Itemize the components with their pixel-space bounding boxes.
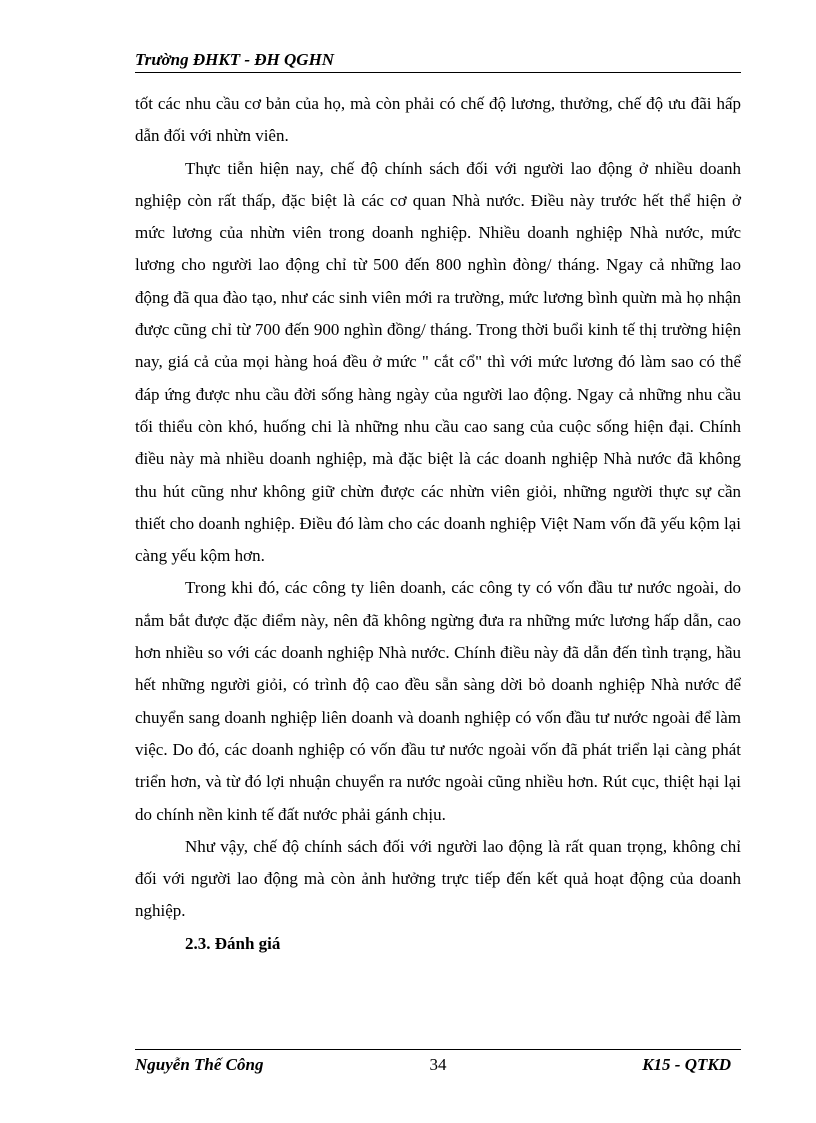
- header-university-name: Trường ĐHKT - ĐH QGHN: [135, 50, 335, 69]
- footer-page-number: 34: [429, 1055, 447, 1074]
- paragraph-joint-ventures: Trong khi đó, các công ty liên doanh, các công ty có vốn đầu tư nước ngoài, do nắm bắt được đặc điểm này, nên đã không ngừng đưa ra những mức lương hấp dẫn, cao hơn nhiều so với các doanh nghiệp Nhà nước. Chính điều này đã dẫn đến tình trạng, hầu hết những người giỏi, có trình độ cao đều sẵn sàng dời bỏ doanh nghiệp Nhà nước để chuyển sang doanh nghiệp liên doanh và doanh nghiệp có vốn đầu tư nước ngoài để làm việc. Do đó, các doanh nghiệp có vốn đầu tư nước ngoài vốn đã phát triển lại càng phát triển hơn, và từ đó lợi nhuận chuyển ra nước ngoài cũng nhiều hơn. Rút cục, thiệt hại lại do chính nền kinh tế đất nước phải gánh chịu.: [135, 578, 741, 824]
- paragraph-continuation: tốt các nhu cầu cơ bản của họ, mà còn phải có chế độ lương, thưởng, chế độ ưu đãi hấp dẫn đối với nhừn viên.: [135, 94, 741, 146]
- page-header: [135, 50, 741, 73]
- document-body: [135, 88, 741, 960]
- paragraph-salary-policy: Thực tiễn hiện nay, chế độ chính sách đối với người lao động ở nhiều doanh nghiệp còn rất thấp, đặc biệt là các cơ quan Nhà nước. Điều này trước hết thể hiện ở mức lương của nhừn viên trong doanh nghiệp. Nhiều doanh nghiệp Nhà nước, mức lương cho người lao động chỉ từ 500 đến 800 nghìn đòng/ tháng. Ngay cả những lao động đã qua đào tạo, như các sinh viên mới ra trường, mức lương bình quừn mà họ nhận được cũng chỉ từ 700 đến 900 nghìn đồng/ tháng. Trong thời buổi kinh tế thị trường hiện nay, giá cả của mọi hàng hoá đều ở mức " cắt cổ" thì với mức lương đó làm sao có thể đáp ứng được nhu cầu đời sống hàng ngày của người lao động. Ngay cả những nhu cầu tối thiểu còn khó, huống chi là những nhu cầu cao sang của cuộc sống hiện đại. Chính điều này mà nhiều doanh nghiệp, mà đặc biệt là các doanh nghiệp Nhà nước đã không thu hút cũng như không giữ chừn được các nhừn viên giỏi, những người thực sự cần thiết cho doanh nghiệp. Điều đó làm cho các doanh nghiệp Việt Nam vốn đã yếu kộm lại càng yếu kộm hơn.: [135, 158, 741, 566]
- footer-author-name: Nguyễn Thế Công: [135, 1055, 264, 1074]
- footer-class-code: K15 - QTKD: [642, 1055, 731, 1074]
- section-heading: 2.3. Đánh giá: [185, 933, 281, 953]
- paragraph-conclusion: Như vậy, chế độ chính sách đối với người lao động là rất quan trọng, không chỉ đối với người lao động mà còn ảnh hưởng trực tiếp đến kết quả hoạt động của doanh nghiệp.: [135, 836, 741, 921]
- page-footer: [135, 1049, 741, 1078]
